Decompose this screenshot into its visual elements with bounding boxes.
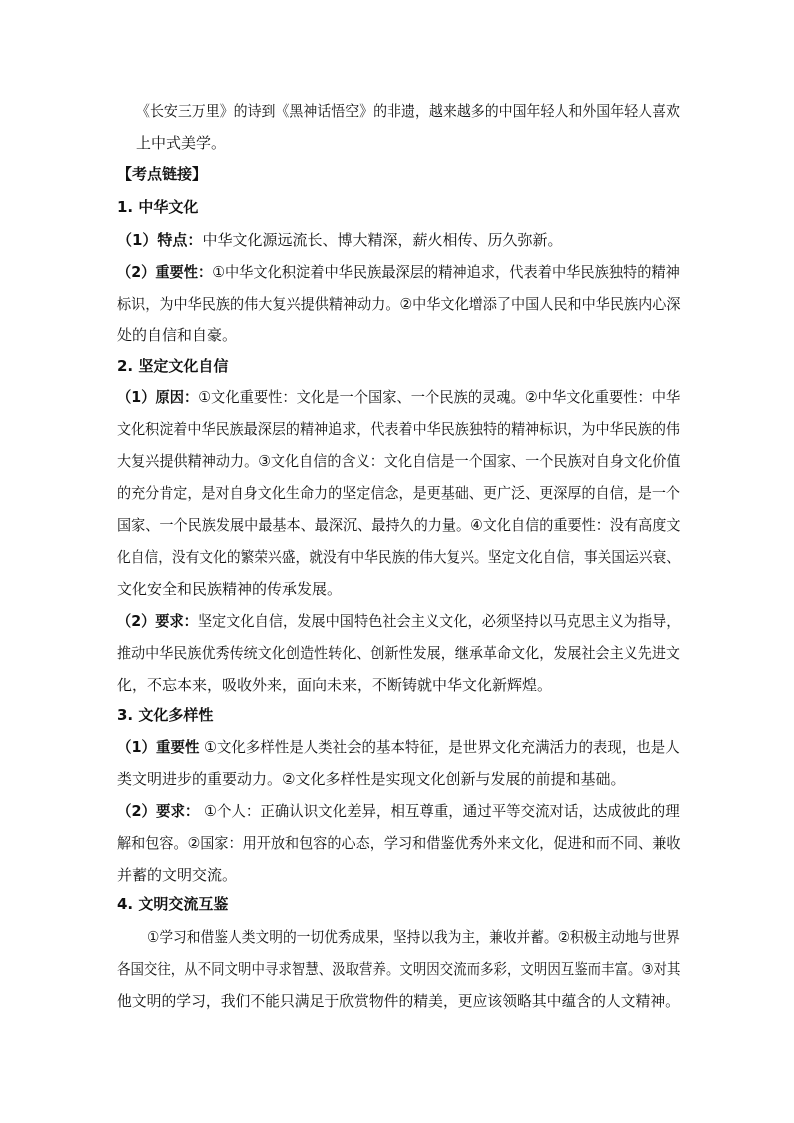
section-1-title: 1. 中华文化 [117, 198, 199, 216]
s2-p1-line-7: 文化安全和民族精神的传承发展。 [117, 580, 343, 598]
section-4-title: 4. 文明交流互鉴 [117, 895, 229, 913]
s1-p1-text: 中华文化源远流长、博大精深，薪火相传、历久弥新。 [202, 231, 563, 249]
s1-p2-text-1: ①中华文化积淀着中华民族最深层的精神追求，代表着中华民族独特的精神 [212, 263, 680, 281]
s2-p1-line-2: 文化积淀着中华民族最深层的精神追求，代表着中华民族独特的精神标识，为中华民族的伟 [117, 420, 680, 438]
s3-p2-line-2: 解和包容。②国家：用开放和包容的心态，学习和借鉴优秀外来文化，促进和而不同、兼收 [117, 834, 681, 852]
s1-p2-line-2: 标识，为中华民族的伟大复兴提供精神动力。②中华文化增添了中国人民和中华民族内心深 [117, 295, 681, 313]
s3-p1-label: （1）重要性 [117, 738, 200, 756]
s2-p2-text-1: 坚定文化自信，发展中国特色社会主义文化，必须坚持以马克思主义为指导， [197, 612, 681, 630]
intro-line-1: 《长安三万里》的诗到《黑神话悟空》的非遗，越来越多的中国年轻人和外国年轻人喜欢 [136, 102, 681, 120]
s2-p1-line-1 [117, 387, 680, 407]
s1-p2-label: （2）重要性： [117, 263, 213, 281]
s1-p1-label: （1）特点： [117, 231, 203, 249]
intro-line-2: 上中式美学。 [136, 134, 227, 152]
s2-p1-label: （1）原因： [117, 388, 199, 406]
s3-p2-line-1 [117, 801, 680, 821]
s4-line-2: 各国交往，从不同文明中寻求智慧、汲取营养。文明因交流而多彩，文明因互鉴而丰富。③对其 [117, 960, 681, 978]
s3-p2-label: （2）要求： [117, 802, 200, 820]
s2-p2-line-1 [117, 611, 680, 631]
s3-p1-line-1 [117, 737, 680, 757]
section-2-title: 2. 坚定文化自信 [117, 357, 229, 375]
s2-p1-line-4: 的充分肯定，是对自身文化生命力的坚定信念，是更基础、更广泛、更深厚的自信，是一个 [117, 484, 680, 502]
s2-p1-line-5: 国家、一个民族发展中最基本、最深沉、最持久的力量。④文化自信的重要性：没有高度文 [117, 516, 681, 534]
section-3-title: 3. 文化多样性 [117, 706, 214, 724]
s4-line-1: ①学习和借鉴人类文明的一切优秀成果，坚持以我为主，兼收并蓄。②积极主动地与世界 [147, 928, 680, 946]
s2-p1-line-3: 大复兴提供精神动力。③文化自信的含义：文化自信是一个国家、一个民族对自身文化价值 [117, 452, 681, 470]
s2-p1-line-6: 化自信，没有文化的繁荣兴盛，就没有中华民族的伟大复兴。坚定文化自信，事关国运兴衰、 [117, 548, 680, 566]
s2-p2-line-3: 化，不忘本来，吸收外来，面向未来，不断铸就中华文化新辉煌。 [117, 676, 553, 694]
s3-p2-text-1: ①个人：正确认识文化差异，相互尊重，通过平等交流对话，达成彼此的理 [203, 802, 680, 820]
s1-p1 [117, 230, 562, 250]
link-heading: 【考点链接】 [117, 165, 208, 183]
s3-p2-line-3: 并蓄的文明交流。 [117, 866, 238, 884]
s2-p1-text-1: ①文化重要性：文化是一个国家、一个民族的灵魂。②中华文化重要性：中华 [198, 388, 681, 406]
s3-p1-line-2: 类文明进步的重要动力。②文化多样性是实现文化创新与发展的前提和基础。 [117, 770, 626, 788]
s2-p2-line-2: 推动中华民族优秀传统文化创造性转化、创新性发展，继承革命文化，发展社会主义先进文 [117, 644, 680, 662]
s1-p2-line-1 [117, 262, 680, 282]
s1-p2-line-3: 处的自信和自豪。 [117, 326, 238, 344]
s2-p2-label: （2）要求： [117, 612, 198, 630]
s4-line-3: 他文明的学习，我们不能只满足于欣赏物件的精美，更应该领略其中蕴含的人文精神。 [117, 992, 681, 1010]
s3-p1-text-1: ①文化多样性是人类社会的基本特征，是世界文化充满活力的表现，也是人 [203, 738, 680, 756]
